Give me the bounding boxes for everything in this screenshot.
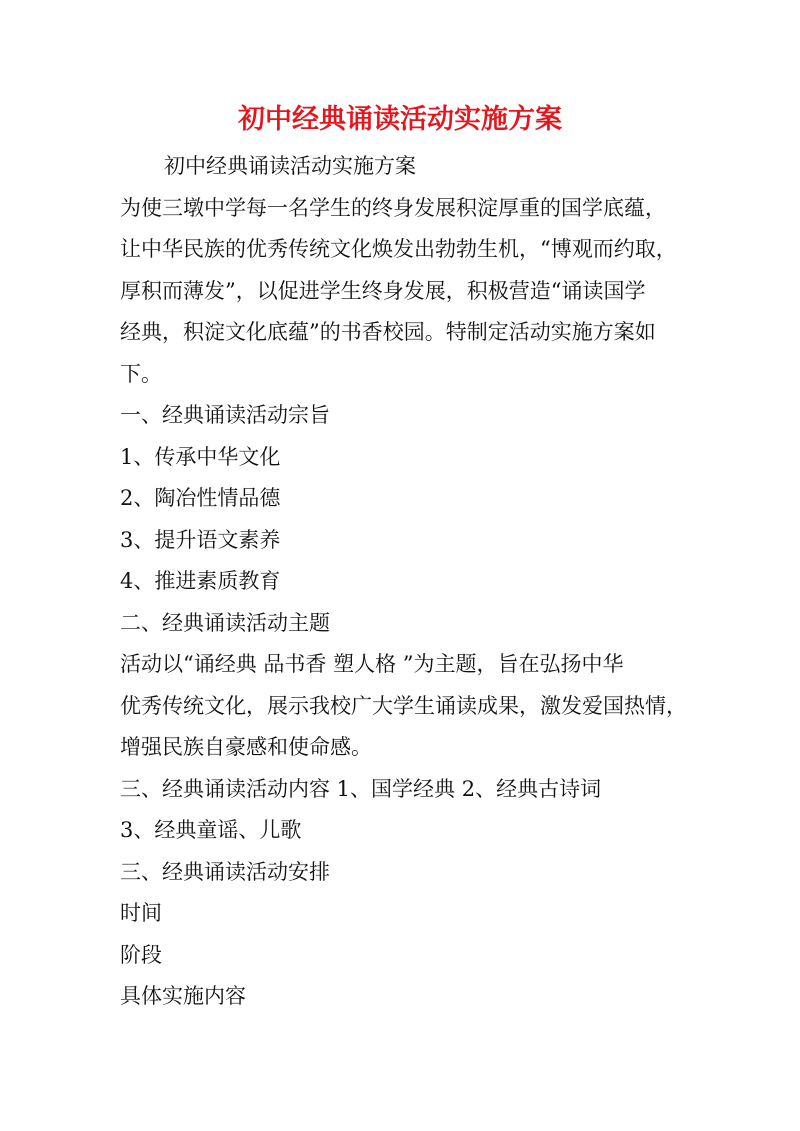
section-heading: 三、经典诵读活动安排	[120, 859, 330, 884]
paragraph-line: 为使三墩中学每一名学生的终身发展积淀厚重的国学底蕴，	[120, 195, 666, 220]
section-heading: 一、经典诵读活动宗旨	[120, 403, 330, 427]
table-header-cell: 时间	[120, 901, 162, 925]
paragraph-line: 活动以“诵经典 品书香 塑人格 ”为主题，旨在弘扬中华	[120, 652, 624, 676]
paragraph-line: 厚积而薄发”，以促进学生终身发展，积极营造“诵读国学	[120, 278, 646, 303]
paragraph-line: 增强民族自豪感和使命感。	[120, 735, 372, 759]
list-item: 3、提升语文素养	[120, 527, 281, 552]
list-item: 4、推进素质教育	[120, 569, 281, 593]
list-item: 2、陶冶性情品德	[120, 486, 281, 510]
section-heading: 三、经典诵读活动内容 1、国学经典 2、经典古诗词	[120, 776, 602, 801]
paragraph-line: 让中华民族的优秀传统文化焕发出勃勃生机，“博观而约取，	[120, 237, 677, 261]
paragraph-line: 优秀传统文化，展示我校广大学生诵读成果，激发爱国热情，	[120, 693, 687, 718]
list-item: 3、经典童谣、儿歌	[120, 818, 302, 842]
section-heading: 二、经典诵读活动主题	[120, 610, 330, 635]
list-item: 1、传承中华文化	[120, 444, 281, 469]
table-header-cell: 阶段	[120, 942, 162, 967]
subtitle-line: 初中经典诵读活动实施方案	[164, 154, 416, 178]
document-title: 初中经典诵读活动实施方案	[238, 104, 562, 135]
paragraph-line: 下。	[120, 361, 162, 386]
document-body	[120, 146, 686, 1018]
table-header-cell: 具体实施内容	[120, 984, 246, 1008]
paragraph-line: 经典，积淀文化底蕴”的书香校园。特制定活动实施方案如	[120, 320, 656, 344]
